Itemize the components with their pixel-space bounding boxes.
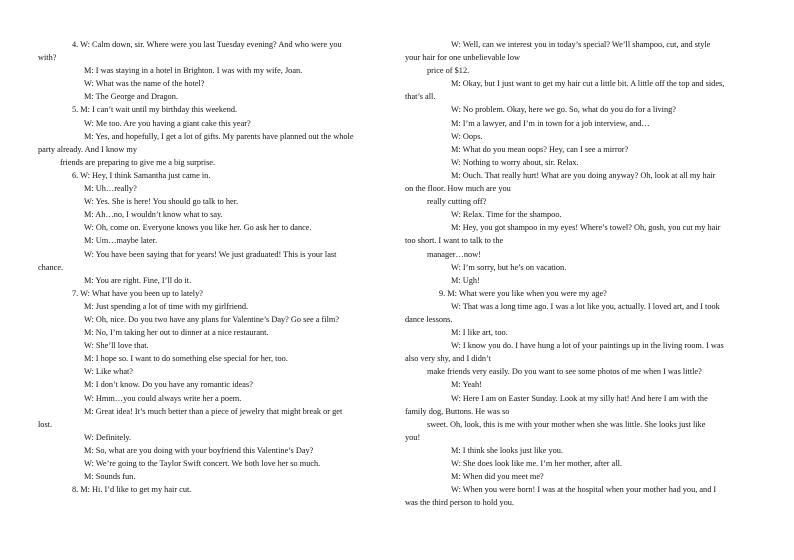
text-line: W: Me too. Are you having a giant cake this year?: [84, 118, 251, 128]
text-line: M: I was staying in a hotel in Brighton. I was with my wife, Joan.: [84, 66, 303, 76]
text-line: W: Nothing to worry about, sir. Relax.: [451, 157, 579, 167]
text-line: M: No, I’m taking her out to dinner at a nice restaurant.: [84, 328, 269, 338]
text-line: chance.: [38, 262, 64, 272]
text-line: 7. W: What have you been up to lately?: [72, 288, 203, 298]
text-line: W: Hmm…you could always write her a poem.: [84, 393, 242, 403]
text-line: M: Yeah!: [451, 380, 482, 390]
text-line: M: I don’t know. Do you have any romantic ideas?: [84, 380, 253, 390]
text-line: that’s all.: [405, 92, 436, 102]
text-line: 8. M: Hi. I’d like to get my hair cut.: [72, 485, 192, 495]
text-line: W: Oh, come on. Everyone knows you like her. Go ask her to dance.: [84, 223, 312, 233]
text-line: M: I hope so. I want to do something else special for her, too.: [84, 354, 288, 364]
text-line: W: Relax. Time for the shampoo.: [451, 210, 562, 220]
text-line: W: She does look like me. I’m her mother, after all.: [451, 459, 623, 468]
text-line: M: Sounds fun.: [84, 472, 136, 482]
text-line: friends are preparing to give me a big surprise.: [60, 157, 216, 167]
text-line: 6. W: Hey, I think Samantha just came in.: [72, 170, 211, 180]
text-line: M: Ah…no, I wouldn’t know what to say.: [84, 210, 223, 220]
text-line: W: She’ll love that.: [84, 341, 149, 351]
text-line: you!: [405, 432, 421, 442]
left-column: [38, 38, 390, 496]
text-line: M: Yes, and hopefully, I get a lot of gifts. My parents have planned out the whole: [84, 131, 354, 141]
text-line: W: You have been saying that for years! We just graduated! This is your last: [84, 249, 337, 259]
text-line: 4. W: Calm down, sir. Where were you last Tuesday evening? And who were you: [72, 40, 342, 49]
text-line: sweet. Oh, look, this is me with your mother when she was little. She looks just like: [427, 419, 706, 429]
text-line: W: I know you do. I have hung a lot of your paintings up in the living room. I was: [451, 341, 724, 351]
text-line: M: Okay, but I just want to get my hair cut a little bit. A little off the top and sides,: [451, 79, 725, 89]
text-line: W: When you were born! I was at the hospital when your mother had you, and I: [451, 485, 717, 495]
text-line: M: The George and Dragon.: [84, 92, 178, 102]
text-line: your hair for one unbelievable low: [405, 53, 520, 63]
text-line: W: Yes. She is here! You should go talk to her.: [84, 197, 239, 207]
text-line: W: That was a long time ago. I was a lot like you, actually. I loved art, and I took: [451, 301, 720, 311]
text-line: W: Well, can we interest you in today’s special? We’ll shampoo, cut, and style: [451, 40, 711, 49]
text-line: too short. I want to talk to the: [405, 236, 504, 246]
text-line: M: I think she looks just like you.: [451, 445, 564, 455]
text-line: W: I’m sorry, but he’s on vacation.: [451, 262, 567, 272]
text-line: W: We’re going to the Taylor Swift concert. We both love her so much.: [84, 459, 321, 468]
text-line: W: Oops.: [451, 131, 483, 141]
text-line: M: Ugh!: [451, 275, 480, 285]
text-line: M: Um…maybe later.: [84, 236, 158, 246]
text-line: make friends very easily. Do you want to see some photos of me when I was little?: [427, 367, 702, 377]
text-line: M: Just spending a lot of time with my girlfriend.: [84, 301, 249, 311]
text-line: 5. M: I can’t wait until my birthday this weekend.: [72, 105, 238, 115]
text-line: M: Uh…really?: [84, 184, 137, 194]
text-line: M: Ouch. That really hurt! What are you doing anyway? Oh, look at all my hair: [451, 170, 716, 180]
text-line: M: I’m a lawyer, and I’m in town for a job interview, and…: [451, 118, 650, 128]
text-line: W: Like what?: [84, 367, 133, 377]
text-line: M: Hey, you got shampoo in my eyes! Where’s towel? Oh, gosh, you cut my hair: [451, 223, 721, 233]
text-line: party already. And I know my: [38, 144, 137, 154]
text-line: M: So, what are you doing with your boyfriend this Valentine’s Day?: [84, 445, 314, 455]
text-line: was the third person to hold you.: [405, 498, 514, 508]
text-line: M: You are right. Fine, I’ll do it.: [84, 275, 192, 285]
text-line: price of $12.: [427, 66, 470, 76]
text-line: M: I like art, too.: [451, 328, 508, 338]
text-line: family dog, Buttons. He was so: [405, 406, 510, 416]
text-line: also very shy, and I didn’t: [405, 354, 491, 364]
text-line: M: Great idea! It’s much better than a piece of jewelry that might break or get: [84, 406, 343, 416]
text-line: W: Definitely.: [84, 432, 132, 442]
text-line: with?: [38, 53, 57, 63]
right-column: [405, 38, 757, 509]
text-line: on the floor. How much are you: [405, 184, 511, 194]
text-line: lost.: [38, 419, 53, 429]
text-line: manager…now!: [427, 249, 481, 259]
text-line: W: Oh, nice. Do you two have any plans for Valentine’s Day? Go see a film?: [84, 314, 340, 324]
text-line: M: When did you meet me?: [451, 472, 544, 482]
text-line: M: What do you mean oops? Hey, can I see a mirror?: [451, 144, 629, 154]
text-line: W: Here I am on Easter Sunday. Look at my silly hat! And here I am with the: [451, 393, 708, 403]
text-line: dance lessons.: [405, 314, 453, 324]
text-line: W: What was the name of the hotel?: [84, 79, 205, 89]
text-line: W: No problem. Okay, here we go. So, what do you do for a living?: [451, 105, 676, 115]
text-line: really cutting off?: [427, 197, 487, 207]
text-line: 9. M: What were you like when you were my age?: [439, 288, 607, 298]
